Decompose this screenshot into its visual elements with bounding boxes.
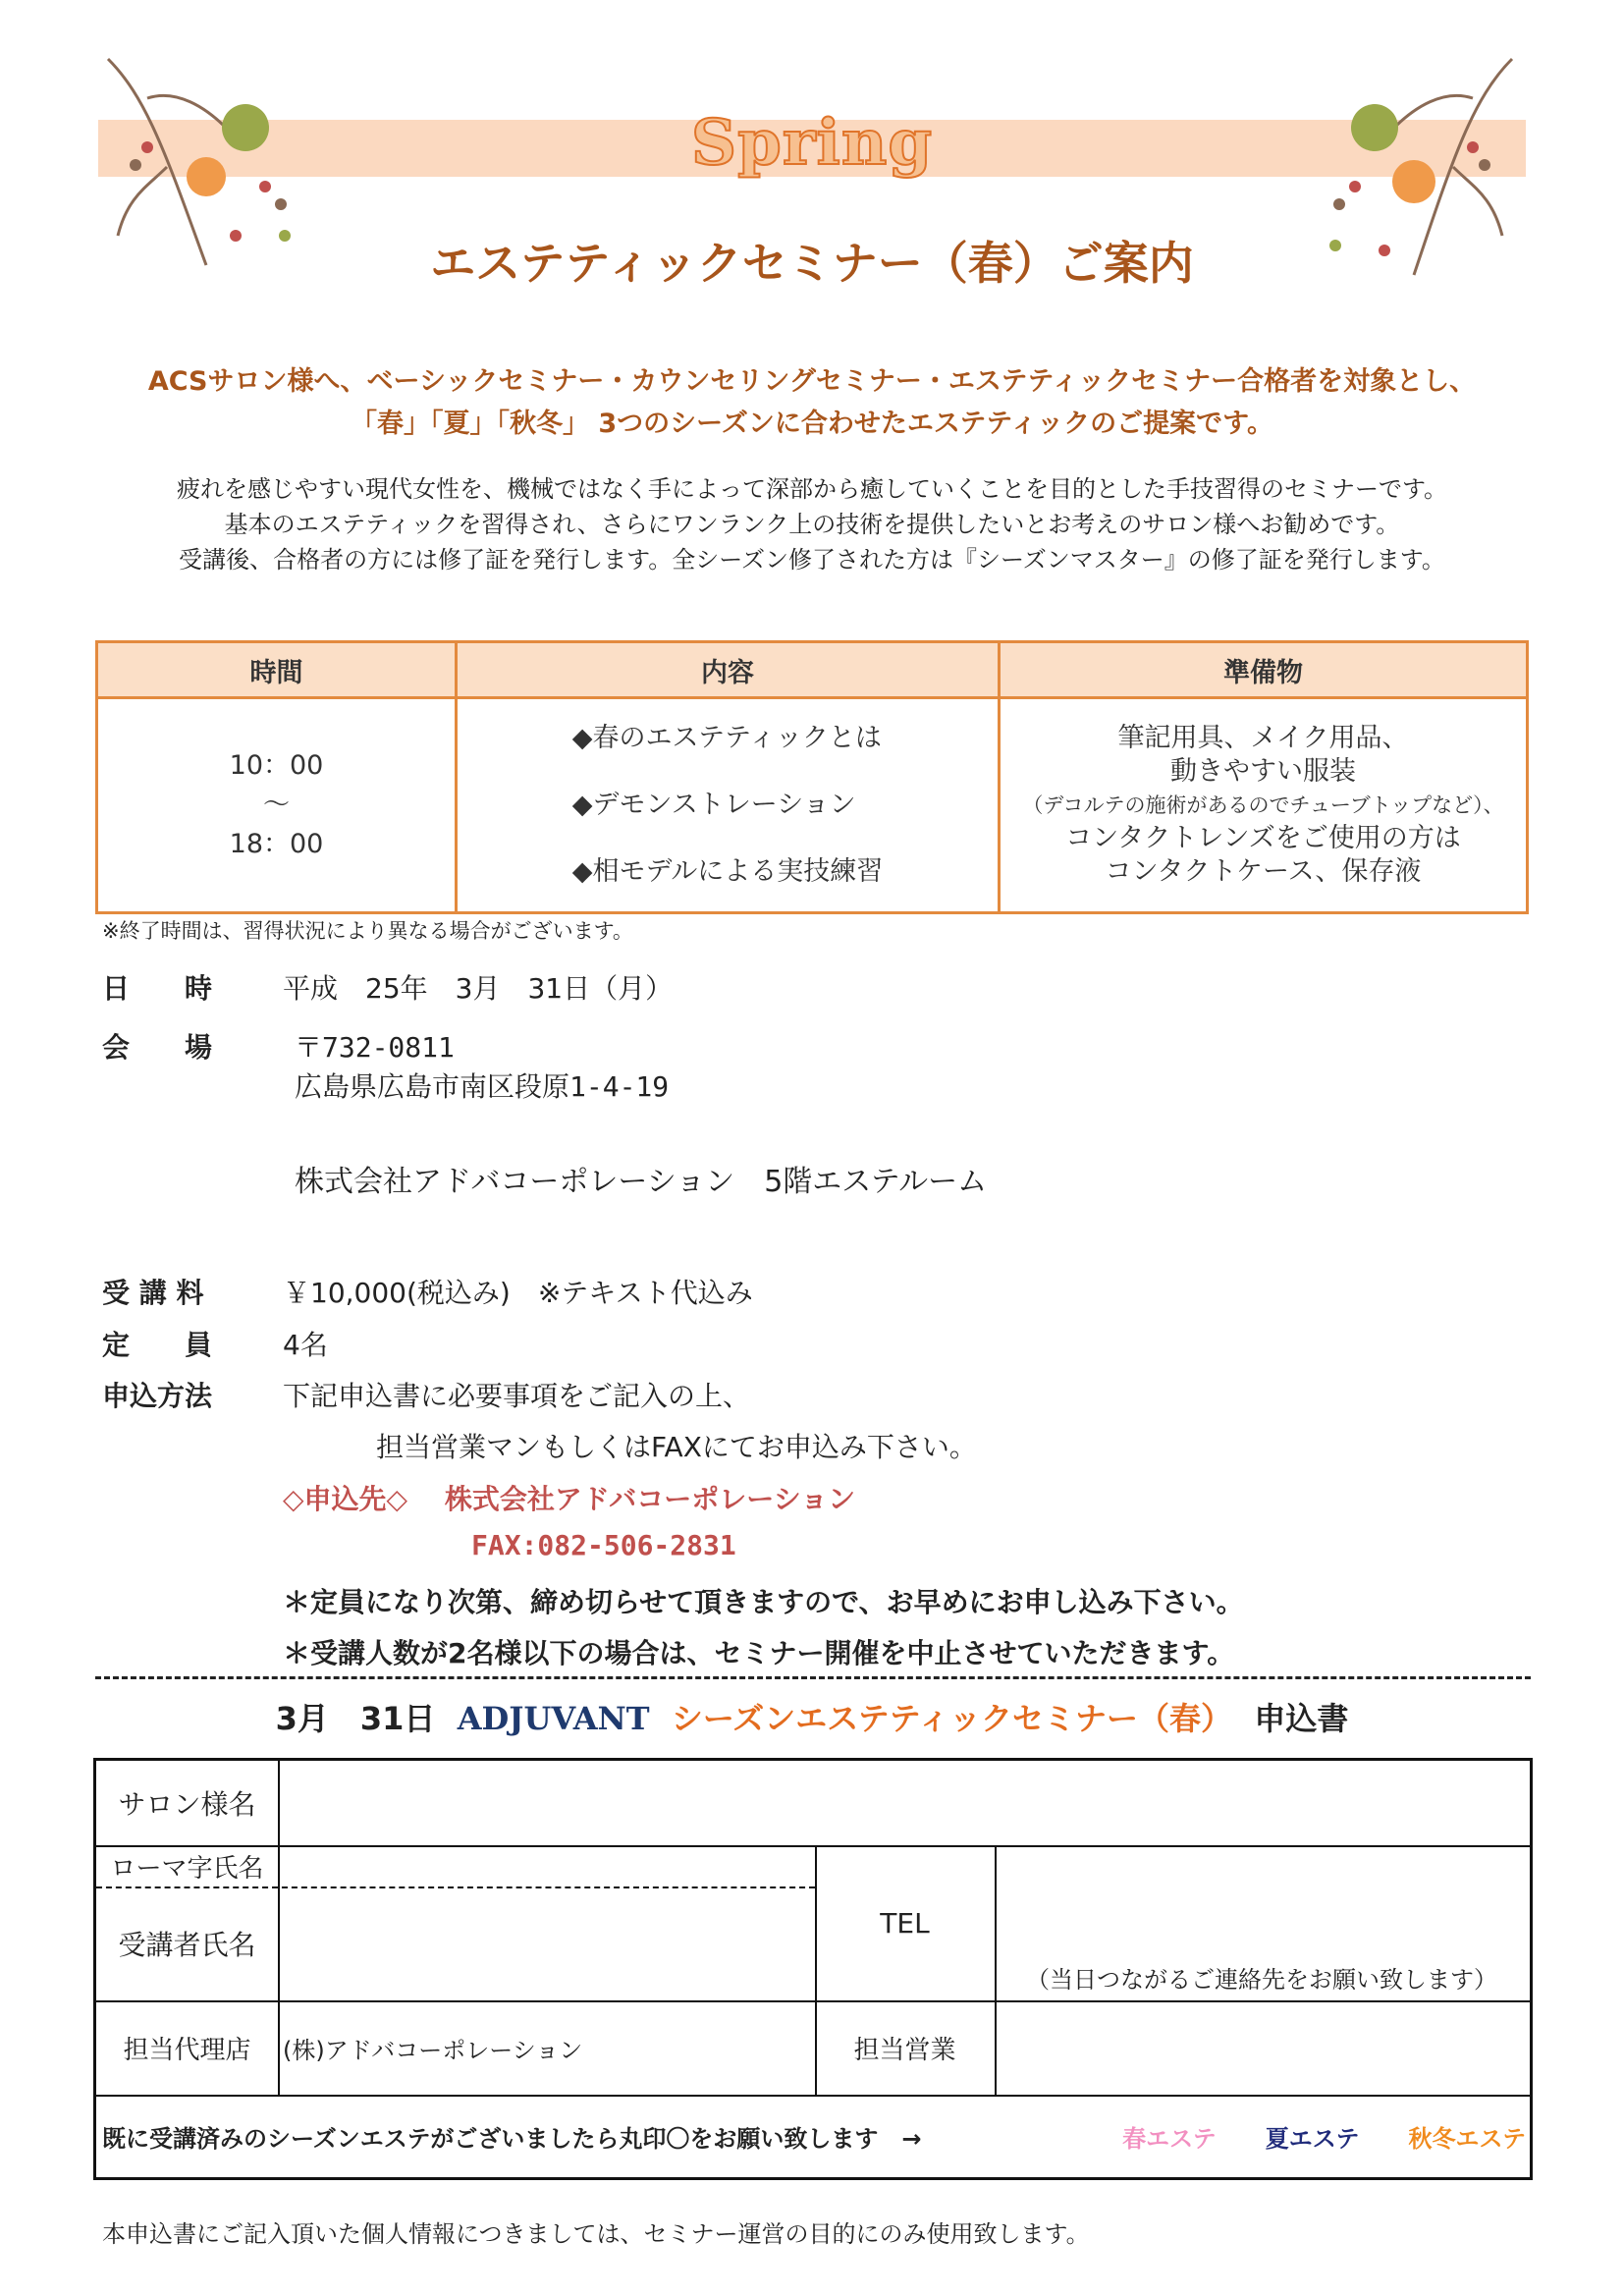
sales-rep-label: 担当営業 — [853, 2035, 956, 2065]
option-summer[interactable]: 夏エステ — [1265, 2124, 1360, 2153]
application-form — [93, 1758, 1533, 2180]
apply-line-1: 下記申込書に必要事項をご記入の上、 — [283, 1380, 751, 1412]
prep-item: コンタクトケース、保存液 — [1105, 856, 1422, 887]
lead-line-1: ACSサロン様へ、ベーシックセミナー・カウンセリングセミナー・エステティックセミナー合格者を対象とし、 — [147, 366, 1477, 397]
brand-name: ADJUVANT — [457, 1700, 650, 1737]
venue-postal: 〒732-0811 — [295, 1031, 455, 1064]
seminar-name: シーズンエステティックセミナー（春） — [671, 1700, 1233, 1737]
prep-item: コンタクトレンズをご使用の方は — [1065, 823, 1461, 853]
schedule-content-cell — [457, 698, 1000, 913]
agency-label: 担当代理店 — [123, 2035, 251, 2065]
prep-item: 筆記用具、メイク用品、 — [1117, 723, 1409, 753]
romaji-name-field[interactable] — [280, 1847, 813, 1885]
tel-field[interactable] — [997, 1847, 1527, 1955]
cut-line — [95, 1676, 1531, 1679]
option-spring[interactable]: 春エステ — [1122, 2124, 1217, 2153]
fee-value: ￥10,000(税込み) ※テキスト代込み — [283, 1277, 753, 1309]
desc-line-2: 基本のエステティックを習得され、さらにワンランク上の技術を提供したいとお考えのサロン様へお勧めです。 — [224, 511, 1400, 538]
tel-label: TEL — [880, 1906, 930, 1940]
schedule-prep-cell — [1000, 698, 1528, 913]
notice-2: ＊受講人数が2名様以下の場合は、セミナー開催を中止させていただきます。 — [283, 1637, 1235, 1669]
application-date: 3月 31日 — [275, 1700, 436, 1737]
schedule-header-prep: 準備物 — [1000, 642, 1528, 698]
desc-line-3: 受講後、合格者の方には修了証を発行します。全シーズン修了された方は『シーズンマスター』の修了証を発行します。 — [179, 546, 1445, 574]
history-row — [102, 2095, 1526, 2177]
date-value: 平成 25年 3月 31日（月） — [283, 972, 674, 1005]
capacity-value: 4名 — [283, 1329, 328, 1361]
lead-line-2: 「春」「夏」「秋冬」 3つのシーズンに合わせたエステティックのご提案です。 — [351, 409, 1273, 439]
fee-label: 受 講 料 — [102, 1277, 204, 1309]
content-item: ◆相モデルによる実技練習 — [571, 856, 884, 887]
option-autumn-winter[interactable]: 秋冬エステ — [1408, 2124, 1526, 2153]
venue-label: 会 場 — [102, 1031, 213, 1064]
capacity-label: 定 員 — [102, 1329, 213, 1361]
schedule-header-time: 時間 — [97, 642, 457, 698]
schedule-time-cell — [97, 698, 457, 913]
schedule-note: ※終了時間は、習得状況により異なる場合がございます。 — [102, 919, 633, 943]
schedule-table — [95, 640, 1529, 914]
salon-name-label: サロン様名 — [118, 1788, 256, 1821]
apply-line-2: 担当営業マンもしくはFAXにてお申込み下さい。 — [376, 1431, 977, 1463]
page-title: エステティックセミナー（春）ご案内 — [430, 237, 1194, 290]
prep-item: （デコルテの施術があるのでチューブトップなど）、 — [1022, 793, 1504, 817]
time-end: 18：00 — [229, 829, 324, 859]
application-suffix: 申込書 — [1254, 1700, 1349, 1737]
notice-1: ＊定員になり次第、締め切らせて頂きますので、お早めにお申し込み下さい。 — [283, 1586, 1244, 1618]
date-label: 日 時 — [102, 972, 213, 1005]
apply-label: 申込方法 — [102, 1380, 213, 1412]
sales-rep-field[interactable] — [997, 2002, 1527, 2093]
apply-to: ◇申込先◇ 株式会社アドバコーポレーション — [283, 1483, 856, 1515]
history-text: 既に受講済みのシーズンエステがございましたら丸印〇をお願い致します → — [102, 2124, 922, 2153]
privacy-footer: 本申込書にご記入頂いた個人情報につきましては、セミナー運営の目的にのみ使用致します。 — [102, 2220, 1090, 2248]
desc-line-1: 疲れを感じやすい現代女性を、機械ではなく手によって深部から癒していくことを目的とした手技習得のセミナーです。 — [176, 475, 1448, 503]
time-start: 10：00 — [229, 750, 324, 781]
salon-name-field[interactable] — [280, 1765, 1525, 1843]
season-banner-text: Spring — [690, 106, 934, 180]
prep-item: 動きやすい服装 — [1170, 756, 1356, 787]
application-title — [0, 1694, 1624, 1739]
tel-note: （当日つながるご連絡先をお願い致します） — [1026, 1965, 1497, 1994]
schedule-header-content: 内容 — [457, 642, 1000, 698]
time-separator: ～ — [263, 790, 290, 820]
content-item: ◆春のエステティックとは — [571, 723, 882, 753]
fax-number: FAX:082-506-2831 — [471, 1529, 736, 1561]
romaji-name-label: ローマ字氏名 — [110, 1853, 264, 1884]
content-item: ◆デモンストレーション — [571, 790, 856, 820]
attendee-name-label: 受講者氏名 — [118, 1929, 256, 1961]
attendee-name-field[interactable] — [280, 1888, 813, 1998]
venue-name: 株式会社アドバコーポレーション 5階エステルーム — [295, 1165, 988, 1199]
agency-value: (株)アドバコーポレーション — [283, 2036, 583, 2064]
venue-address: 広島県広島市南区段原1-4-19 — [295, 1070, 670, 1103]
